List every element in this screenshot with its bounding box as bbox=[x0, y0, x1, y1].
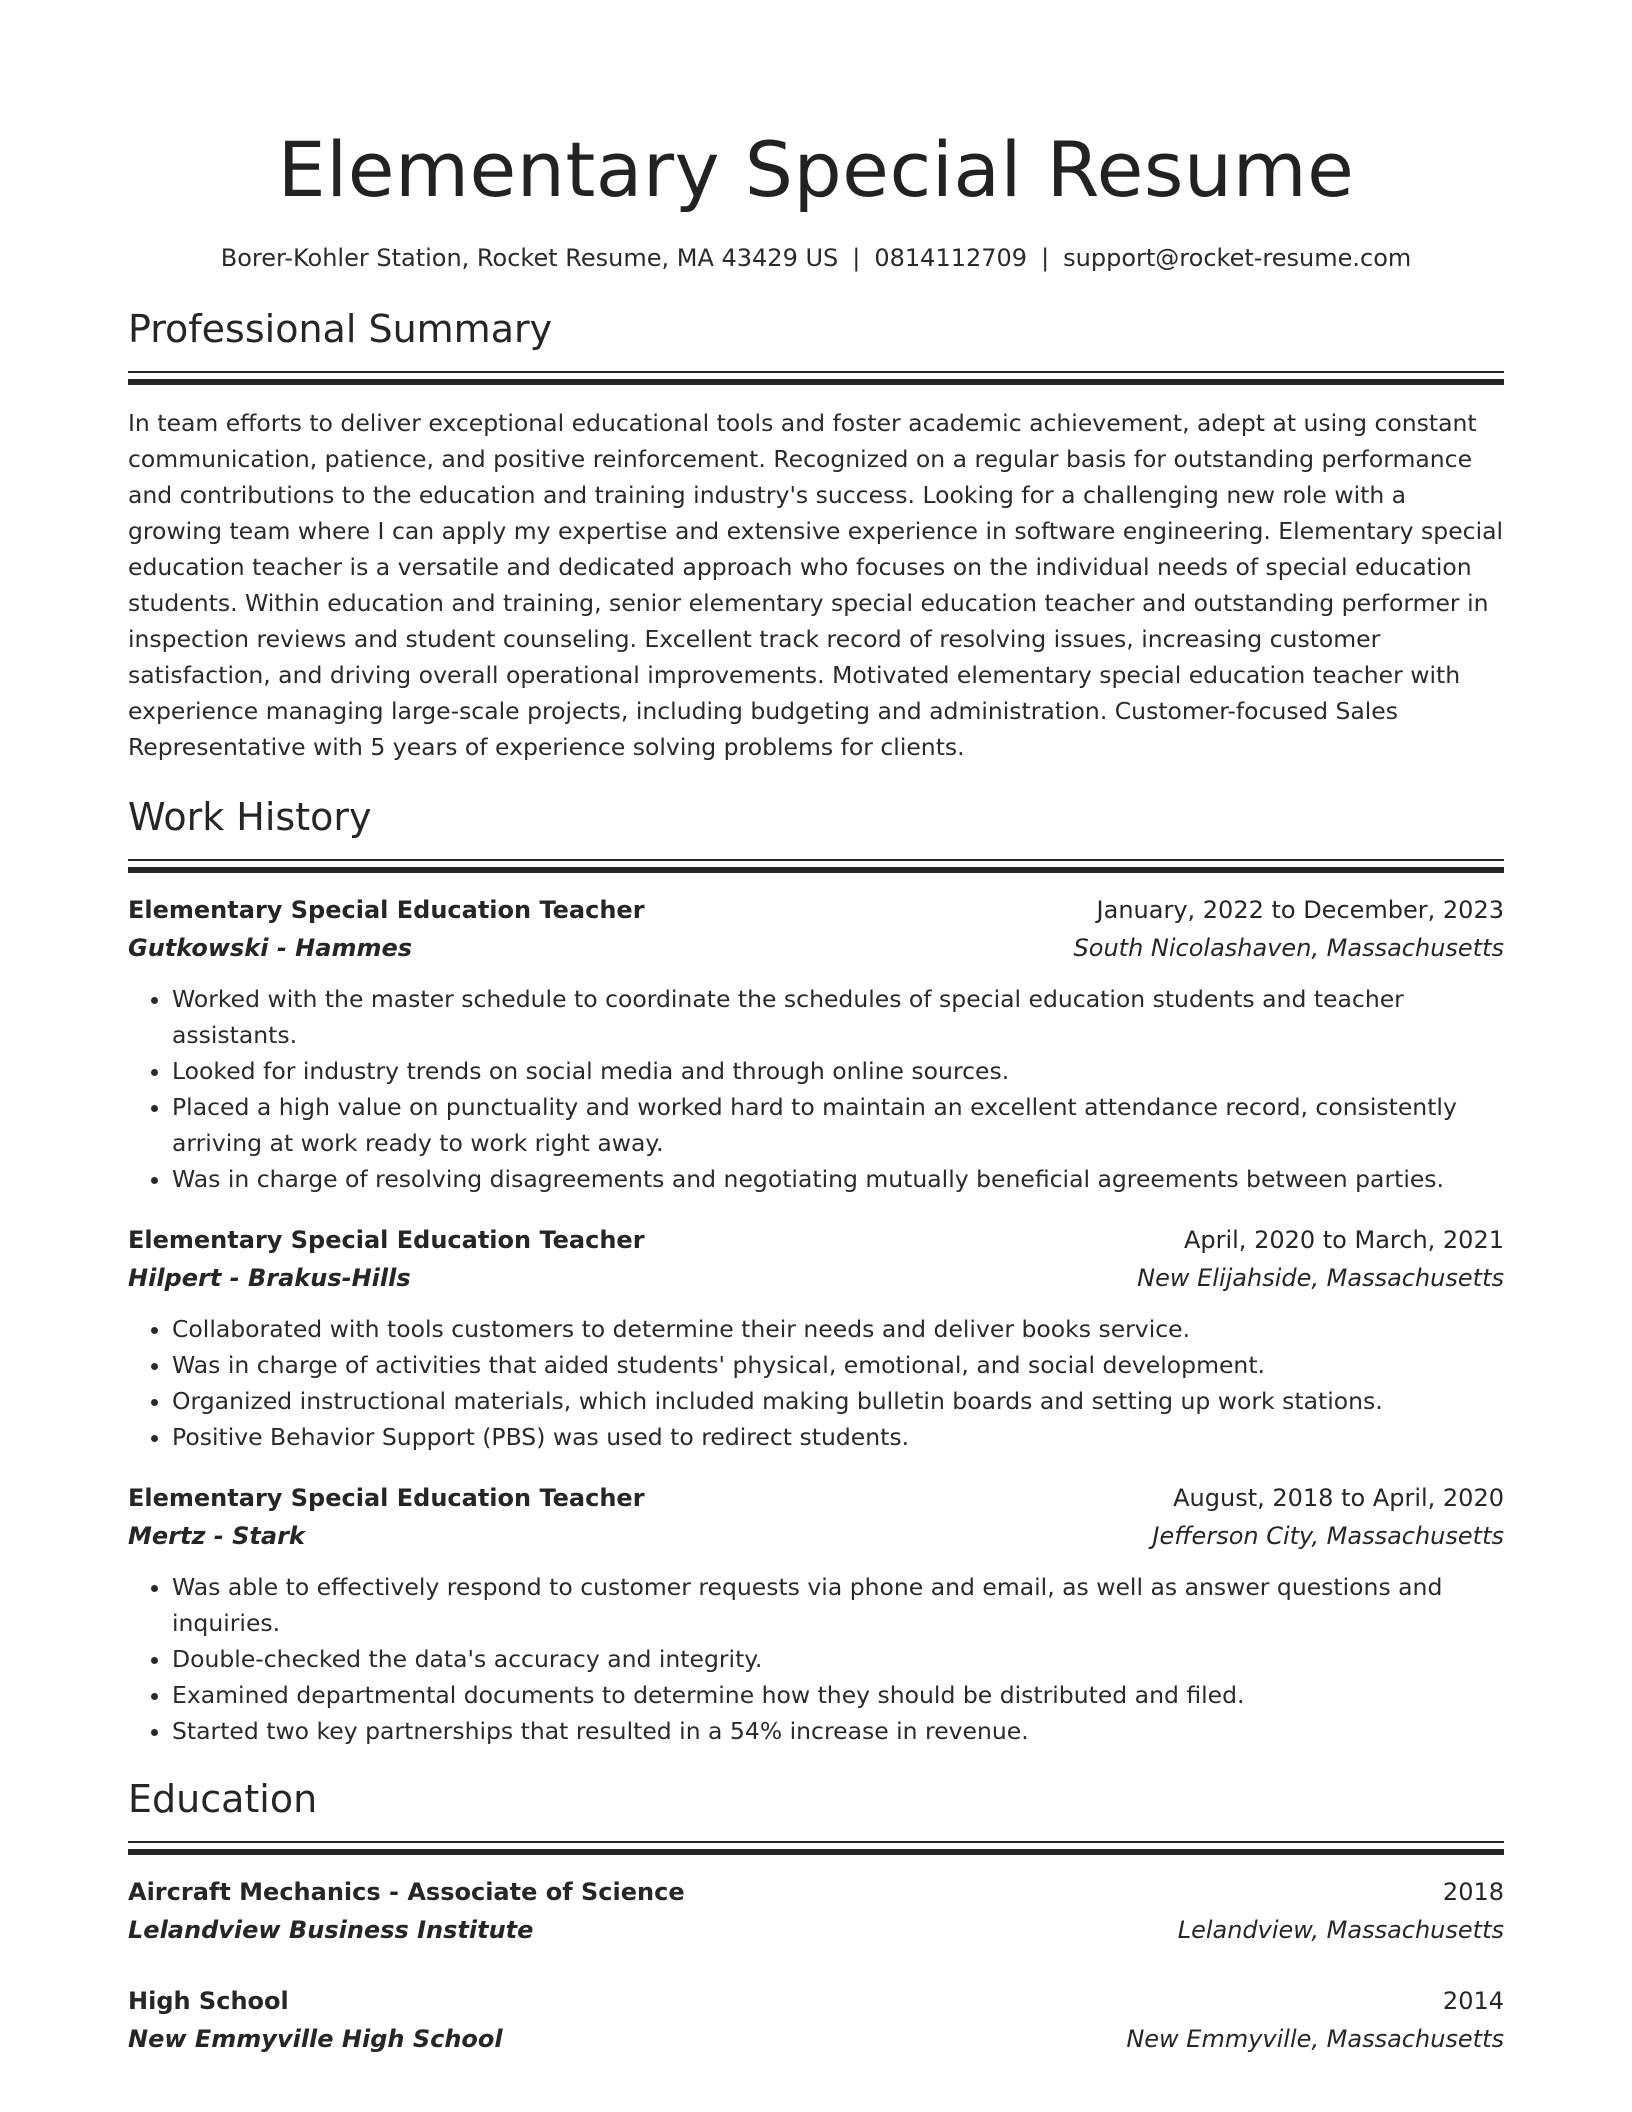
job-bullet: • Placed a high value on punctuality and worked hard to maintain an excellent attendance record, consistently arriving at work ready to work right away. bbox=[172, 1089, 1504, 1161]
job-title: Elementary Special Education Teacher bbox=[128, 1484, 645, 1512]
education-degree: Aircraft Mechanics - Associate of Science bbox=[128, 1878, 685, 1906]
job-entry bbox=[128, 1479, 1504, 1749]
job-dates: January, 2022 to December, 2023 bbox=[1096, 896, 1504, 924]
job-entry bbox=[128, 891, 1504, 1197]
job-bullet: • Started two key partnerships that resulted in a 54% increase in revenue. bbox=[172, 1713, 1504, 1749]
summary-heading: Professional Summary bbox=[128, 307, 553, 351]
education-heading: Education bbox=[128, 1777, 318, 1821]
job-title: Elementary Special Education Teacher bbox=[128, 1226, 645, 1254]
job-location: New Elijahside, Massachusetts bbox=[1137, 1264, 1504, 1292]
work-history-heading: Work History bbox=[128, 795, 372, 839]
job-dates: April, 2020 to March, 2021 bbox=[1183, 1226, 1504, 1254]
job-bullet: • Was in charge of activities that aided students' physical, emotional, and social development. bbox=[172, 1347, 1504, 1383]
job-bullet: • Positive Behavior Support (PBS) was used to redirect students. bbox=[172, 1419, 1504, 1455]
summary-text: In team efforts to deliver exceptional educational tools and foster academic achievement, adept at using constant communication, patience, and positive reinforcement. Recognized on a regular basis for outstanding performance and contributions to the education and training industry's success. Looking for a challenging new role with a growing team where I can apply my expertise and extensive experience in software engineering. Elementary special education teacher is a versatile and dedicated approach who focuses on the individual needs of special education students. Within education and training, senior elementary special education teacher and outstanding performer in inspection reviews and student counseling. Excellent track record of resolving issues, increasing customer satisfaction, and driving overall operational improvements. Motivated elementary special education teacher with experience managing large-scale projects, including budgeting and administration. Customer-focused Sales Representative with 5 years of experience solving problems for clients. bbox=[128, 409, 1504, 761]
contact-email: support@rocket-resume.com bbox=[1063, 244, 1412, 272]
job-location: South Nicolashaven, Massachusetts bbox=[1073, 934, 1504, 962]
job-entry bbox=[128, 1221, 1504, 1455]
job-bullet: • Was in charge of resolving disagreements and negotiating mutually beneficial agreements between parties. bbox=[172, 1161, 1504, 1197]
contact-phone: 0814112709 bbox=[874, 244, 1028, 272]
education-location: New Emmyville, Massachusetts bbox=[1126, 2025, 1504, 2053]
education-year: 2018 bbox=[1442, 1878, 1504, 1906]
section-divider bbox=[128, 371, 1504, 387]
job-dates: August, 2018 to April, 2020 bbox=[1173, 1484, 1504, 1512]
job-bullet: • Collaborated with tools customers to determine their needs and deliver books service. bbox=[172, 1311, 1504, 1347]
contact-line bbox=[128, 242, 1504, 274]
job-bullet: • Examined departmental documents to determine how they should be distributed and filed. bbox=[172, 1677, 1504, 1713]
education-location: Lelandview, Massachusetts bbox=[1177, 1916, 1504, 1944]
job-bullets bbox=[128, 1311, 1504, 1455]
job-bullet: • Was able to effectively respond to customer requests via phone and email, as well as answer questions and inquiries. bbox=[172, 1569, 1504, 1641]
section-divider bbox=[128, 1841, 1504, 1857]
education-entry bbox=[128, 1873, 1504, 1949]
contact-address: Borer-Kohler Station, Rocket Resume, MA 43429 US bbox=[220, 244, 839, 272]
education-school: New Emmyville High School bbox=[128, 2025, 503, 2053]
job-bullets bbox=[128, 1569, 1504, 1749]
job-bullet: • Organized instructional materials, which included making bulletin boards and setting up work stations. bbox=[172, 1383, 1504, 1419]
section-divider bbox=[128, 859, 1504, 875]
contact-separator: | bbox=[852, 244, 861, 272]
job-title: Elementary Special Education Teacher bbox=[128, 896, 645, 924]
job-location: Jefferson City, Massachusetts bbox=[1152, 1522, 1504, 1550]
summary-section bbox=[128, 305, 1504, 765]
job-bullet: • Double-checked the data's accuracy and integrity. bbox=[172, 1641, 1504, 1677]
contact-separator: | bbox=[1041, 244, 1050, 272]
education-year: 2014 bbox=[1442, 1987, 1504, 2015]
resume-title: Elementary Special Resume bbox=[277, 125, 1355, 214]
job-company: Hilpert - Brakus-Hills bbox=[128, 1264, 411, 1292]
job-bullets bbox=[128, 981, 1504, 1197]
education-section bbox=[128, 1775, 1504, 2058]
education-degree: High School bbox=[128, 1987, 289, 2015]
education-school: Lelandview Business Institute bbox=[128, 1916, 534, 1944]
job-company: Gutkowski - Hammes bbox=[128, 934, 413, 962]
education-entry bbox=[128, 1982, 1504, 2058]
job-bullet: • Worked with the master schedule to coordinate the schedules of special education students and teacher assistants. bbox=[172, 981, 1504, 1053]
job-bullet: • Looked for industry trends on social media and through online sources. bbox=[172, 1053, 1504, 1089]
work-history-section bbox=[128, 793, 1504, 1749]
job-company: Mertz - Stark bbox=[128, 1522, 305, 1550]
